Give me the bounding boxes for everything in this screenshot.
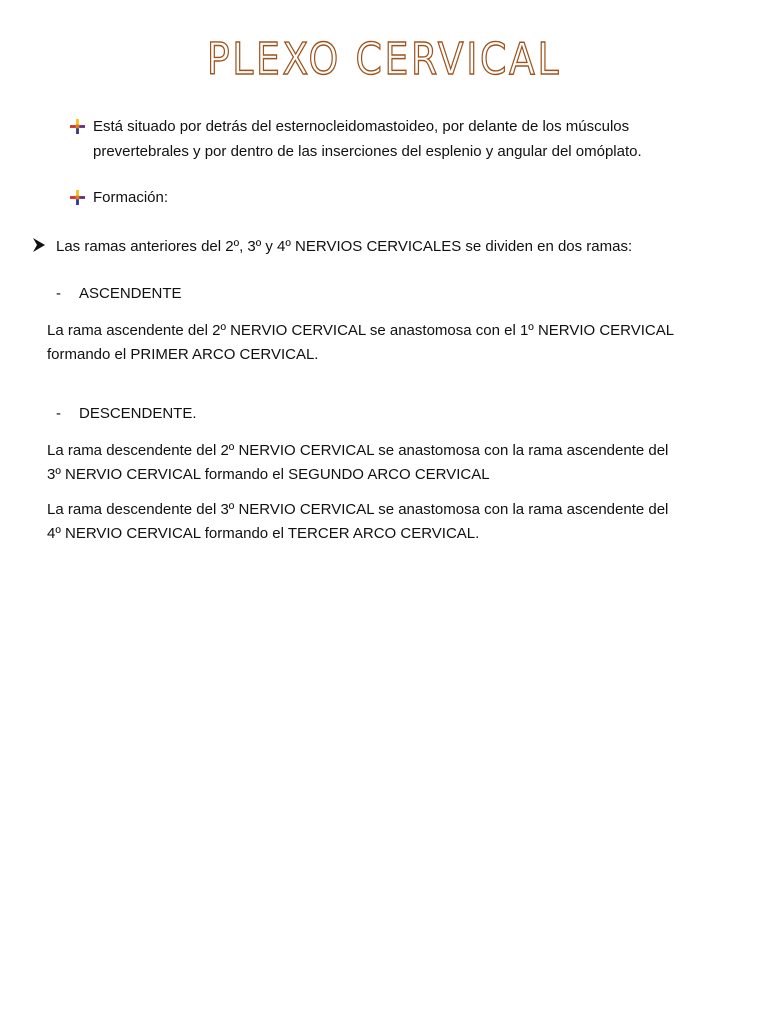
bullet-item-formacion xyxy=(70,186,730,210)
ascendente-dash: - xyxy=(56,285,61,302)
bullet-text-line-2: prevertebrales y por dentro de las inserciones del esplenio y angular del omóplato. xyxy=(93,143,642,160)
descendente-paragraph2-line-2: 4º NERVIO CERVICAL formando el TERCER ARCO CERVICAL. xyxy=(47,525,480,542)
descendente-dash: - xyxy=(56,405,61,422)
ascendente-paragraph-line-1: La rama ascendente del 2º NERVIO CERVICAL se anastomosa con el 1º NERVIO CERVICAL xyxy=(47,322,675,339)
ascendente-paragraph-line-2: formando el PRIMER ARCO CERVICAL. xyxy=(47,346,319,363)
bullet-text-line-1: Está situado por detrás del esternocleidomastoideo, por delante de los músculos xyxy=(93,118,630,135)
bullet-item-situation xyxy=(70,115,730,165)
colored-cross-bullet-icon xyxy=(70,190,85,205)
ramas-anteriores-text: Las ramas anteriores del 2º, 3º y 4º NERVIOS CERVICALES se dividen en dos ramas: xyxy=(56,238,633,255)
arrowhead-bullet-icon xyxy=(32,237,46,253)
descendente-heading: DESCENDENTE. xyxy=(79,405,197,422)
ascendente-heading: ASCENDENTE xyxy=(79,285,182,302)
descendente-paragraph1-line-2: 3º NERVIO CERVICAL formando el SEGUNDO ARCO CERVICAL xyxy=(47,466,490,483)
formacion-label: Formación: xyxy=(93,189,169,206)
colored-cross-bullet-icon xyxy=(70,119,85,134)
page-title: PLEXO CERVICAL xyxy=(206,34,562,85)
descendente-paragraph2-line-1: La rama descendente del 3º NERVIO CERVICAL se anastomosa con la rama ascendente del xyxy=(47,501,669,518)
descendente-paragraph1-line-1: La rama descendente del 2º NERVIO CERVICAL se anastomosa con la rama ascendente del xyxy=(47,442,669,459)
